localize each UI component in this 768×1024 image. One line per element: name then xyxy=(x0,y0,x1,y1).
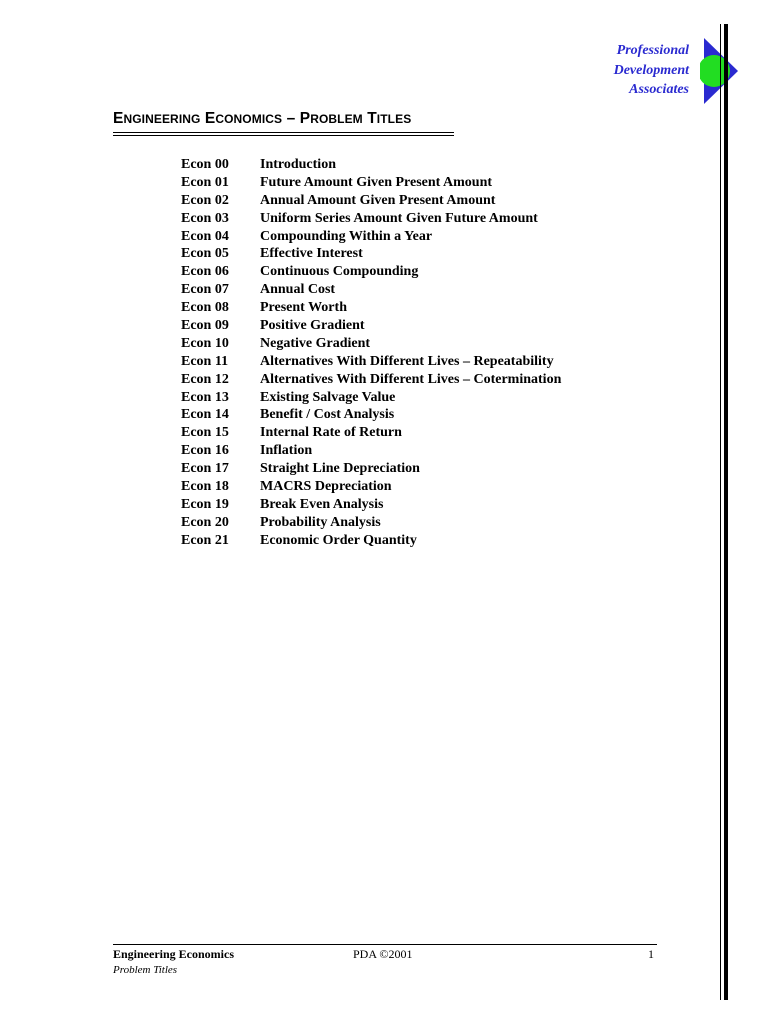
problem-code: Econ 21 xyxy=(181,532,229,548)
problem-code: Econ 11 xyxy=(181,353,229,369)
problem-code: Econ 09 xyxy=(181,318,229,334)
problem-list xyxy=(181,156,561,550)
problem-code: Econ 02 xyxy=(181,192,229,208)
list-item xyxy=(181,245,561,263)
problem-code: Econ 01 xyxy=(181,174,229,190)
list-item xyxy=(181,371,561,389)
footer-copyright: PDA ©2001 xyxy=(353,947,413,961)
problem-code: Econ 18 xyxy=(181,479,229,495)
problem-code: Econ 20 xyxy=(181,514,229,530)
list-item xyxy=(181,406,561,424)
problem-title: Uniform Series Amount Given Future Amount xyxy=(260,210,538,226)
list-item xyxy=(181,460,561,478)
logo-line-3: Associates xyxy=(629,82,689,97)
problem-title: MACRS Depreciation xyxy=(260,479,392,495)
problem-title: Inflation xyxy=(260,443,313,459)
list-item xyxy=(181,353,561,371)
problem-code: Econ 04 xyxy=(181,228,229,244)
margin-rule-thin xyxy=(720,24,721,1000)
problem-code: Econ 14 xyxy=(181,407,229,423)
problem-code: Econ 07 xyxy=(181,282,229,298)
list-item xyxy=(181,263,561,281)
problem-title: Probability Analysis xyxy=(260,514,381,530)
problem-code: Econ 05 xyxy=(181,246,229,262)
problem-title: Economic Order Quantity xyxy=(260,532,417,548)
list-item xyxy=(181,210,561,228)
footer-page-number: 1 xyxy=(648,947,654,961)
logo-text xyxy=(529,41,689,100)
page-title: ENGINEERING ECONOMICS – PROBLEM TITLES xyxy=(113,110,412,127)
problem-title: Break Even Analysis xyxy=(260,496,384,512)
problem-title: Internal Rate of Return xyxy=(260,425,402,441)
list-item xyxy=(181,442,561,460)
problem-code: Econ 13 xyxy=(181,389,229,405)
title-underline-double xyxy=(113,135,454,136)
problem-code: Econ 06 xyxy=(181,264,229,280)
list-item xyxy=(181,478,561,496)
problem-title: Annual Amount Given Present Amount xyxy=(260,192,496,208)
problem-title: Alternatives With Different Lives – Repeatability xyxy=(260,353,554,369)
problem-code: Econ 00 xyxy=(181,157,229,172)
problem-code: Econ 15 xyxy=(181,425,229,441)
problem-code: Econ 08 xyxy=(181,300,229,316)
margin-rule-thick xyxy=(724,24,728,1000)
list-item xyxy=(181,174,561,192)
problem-title: Effective Interest xyxy=(260,246,363,262)
problem-code: Econ 19 xyxy=(181,496,229,512)
footer-rule xyxy=(113,944,657,945)
problem-title: Introduction xyxy=(260,157,336,172)
problem-title: Present Worth xyxy=(260,300,347,316)
problem-title: Straight Line Depreciation xyxy=(260,461,420,477)
list-item xyxy=(181,335,561,353)
list-item xyxy=(181,299,561,317)
logo-line-1: Professional xyxy=(616,43,689,58)
problem-code: Econ 17 xyxy=(181,461,229,477)
list-item xyxy=(181,514,561,532)
problem-title: Existing Salvage Value xyxy=(260,389,396,405)
logo-line-2: Development xyxy=(613,62,689,78)
footer-doc-title: Engineering Economics xyxy=(113,947,235,961)
problem-code: Econ 16 xyxy=(181,443,229,459)
problem-title: Compounding Within a Year xyxy=(260,228,433,244)
problem-code: Econ 03 xyxy=(181,210,229,226)
problem-code: Econ 10 xyxy=(181,335,229,351)
problem-title: Positive Gradient xyxy=(260,318,365,334)
list-item xyxy=(181,192,561,210)
title-underline xyxy=(113,132,454,133)
problem-title: Future Amount Given Present Amount xyxy=(260,174,493,190)
problem-title: Benefit / Cost Analysis xyxy=(260,407,395,423)
list-item xyxy=(181,228,561,246)
list-item xyxy=(181,532,561,550)
problem-code: Econ 12 xyxy=(181,371,229,387)
list-item xyxy=(181,281,561,299)
problem-title: Negative Gradient xyxy=(260,335,371,351)
list-item xyxy=(181,156,561,174)
problem-title: Annual Cost xyxy=(260,282,336,298)
pda-logo-icon xyxy=(700,38,742,104)
problem-title: Continuous Compounding xyxy=(260,264,419,280)
problem-title: Alternatives With Different Lives – Cotermination xyxy=(260,371,562,387)
footer-doc-subtitle: Problem Titles xyxy=(113,964,178,976)
list-item xyxy=(181,424,561,442)
list-item xyxy=(181,317,561,335)
list-item xyxy=(181,389,561,407)
list-item xyxy=(181,496,561,514)
